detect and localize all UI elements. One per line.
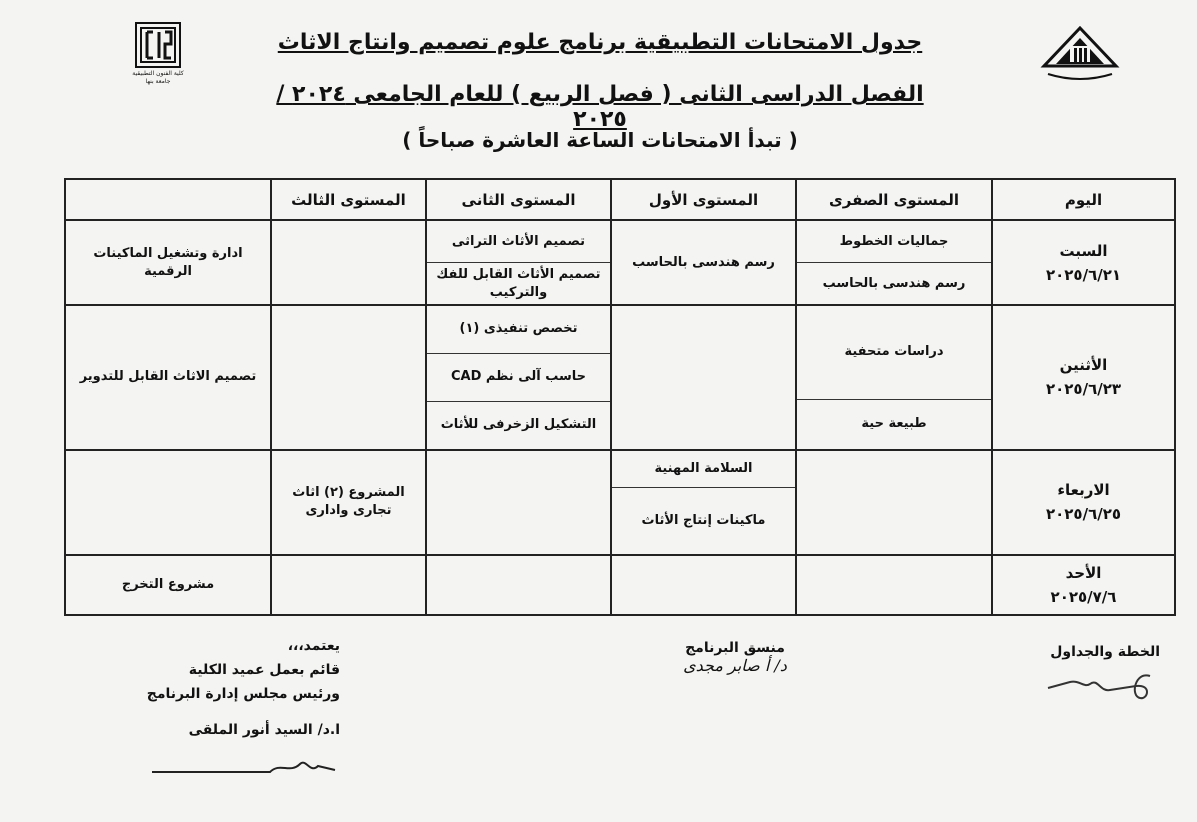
day-name: الأحد xyxy=(1065,564,1102,583)
exam-subject: حاسب آلى نظم CAD xyxy=(427,353,610,401)
exam-subject: رسم هندسى بالحاسب xyxy=(611,220,796,305)
planning-signature-icon xyxy=(1040,666,1160,706)
dean-line1: قائم بعمل عميد الكلية xyxy=(188,662,340,678)
dean-line2: ورئيس مجلس إدارة البرنامج xyxy=(146,686,340,702)
header-level3: المستوى الثالث xyxy=(271,179,426,220)
day-date: ٢٠٢٥/٦/٢٣ xyxy=(1045,380,1122,399)
exam-subject xyxy=(426,450,611,555)
header-level4 xyxy=(65,179,271,220)
day-date: ٢٠٢٥/٦/٢١ xyxy=(1045,265,1122,284)
dean-name: ا.د/ السيد أنور الملقى xyxy=(188,722,340,738)
header-day: اليوم xyxy=(992,179,1175,220)
level0-cell xyxy=(796,220,992,305)
day-cell xyxy=(992,220,1175,305)
semester-subtitle: الفصل الدراسى الثانى ( فصل الربيع ) للعام الجامعى ٢٠٢٤ / ٢٠٢٥ xyxy=(276,82,924,132)
level2-cell xyxy=(426,305,611,450)
exam-subject: تصميم الأثاث القابل للفك والتركيب xyxy=(427,262,610,304)
exam-subject: تصميم الأثاث التراثى xyxy=(451,233,586,249)
exam-subject xyxy=(611,305,796,450)
day-cell xyxy=(992,305,1175,450)
header-level0: المستوى الصفرى xyxy=(796,179,992,220)
start-time-note: ( تبدأ الامتحانات الساعة العاشرة صباحاً ) xyxy=(402,128,798,152)
exam-subject: جماليات الخطوط xyxy=(839,233,949,249)
faculty-logo xyxy=(135,22,181,68)
day-name: الاربعاء xyxy=(1057,481,1110,500)
exam-schedule-table xyxy=(64,178,1176,616)
header-level2: المستوى الثانى xyxy=(426,179,611,220)
level1-cell xyxy=(611,450,796,555)
exam-subject: السلامة المهنية xyxy=(654,460,753,476)
document-title: جدول الامتحانات التطبيقية برنامج علوم تصميم وانتاج الاثاث xyxy=(277,30,923,55)
day-name: الأثنين xyxy=(1059,356,1108,375)
dean-signature-block xyxy=(130,634,340,742)
level0-cell xyxy=(796,305,992,450)
exam-subject: التشكيل الزخرفى للأثاث xyxy=(427,401,610,449)
exam-subject: المشروع (٢) اثاث تجارى وادارى xyxy=(271,450,426,555)
exam-subject: ماكينات إنتاج الأثاث xyxy=(612,487,795,554)
exam-subject xyxy=(271,555,426,615)
day-date: ٢٠٢٥/٧/٦ xyxy=(1050,588,1117,607)
faculty-logo-caption: كلية الفنون التطبيقية جامعة بنها xyxy=(132,70,184,85)
exam-subject: دراسات متحفية xyxy=(844,344,944,360)
exam-subject xyxy=(65,450,271,555)
exam-subject: ادارة وتشغيل الماكينات الرقمية xyxy=(65,220,271,305)
exam-subject xyxy=(271,305,426,450)
exam-subject xyxy=(426,555,611,615)
day-date: ٢٠٢٥/٦/٢٥ xyxy=(1045,505,1122,524)
exam-subject: مشروع التخرج xyxy=(65,555,271,615)
dean-signature-icon xyxy=(150,752,340,782)
exam-subject: طبيعة حية xyxy=(797,399,991,449)
level2-cell xyxy=(426,220,611,305)
table-row xyxy=(65,305,1175,450)
table-row xyxy=(65,220,1175,305)
table-row xyxy=(65,555,1175,615)
coordinator-name: د/ أ صابر مجدى xyxy=(683,656,787,675)
exam-subject xyxy=(796,555,992,615)
day-cell xyxy=(992,450,1175,555)
university-logo xyxy=(1040,26,1120,84)
table-row xyxy=(65,450,1175,555)
exam-subject xyxy=(796,450,992,555)
planning-signature-title: الخطة والجداول xyxy=(1050,644,1160,660)
coordinator-signature-title xyxy=(640,640,830,675)
header-level1: المستوى الأول xyxy=(611,179,796,220)
exam-subject xyxy=(271,220,426,305)
exam-subject: رسم هندسى بالحاسب xyxy=(797,262,991,304)
day-name: السبت xyxy=(1059,241,1108,260)
exam-subject: تخصص تنفيذى (١) xyxy=(459,321,578,337)
exam-subject xyxy=(611,555,796,615)
coordinator-title: منسق البرنامج xyxy=(685,640,785,656)
exam-subject: تصميم الاثاث القابل للتدوير xyxy=(65,305,271,450)
approval-label: يعتمد،،، xyxy=(287,638,340,654)
day-cell xyxy=(992,555,1175,615)
header-row xyxy=(65,179,1175,220)
